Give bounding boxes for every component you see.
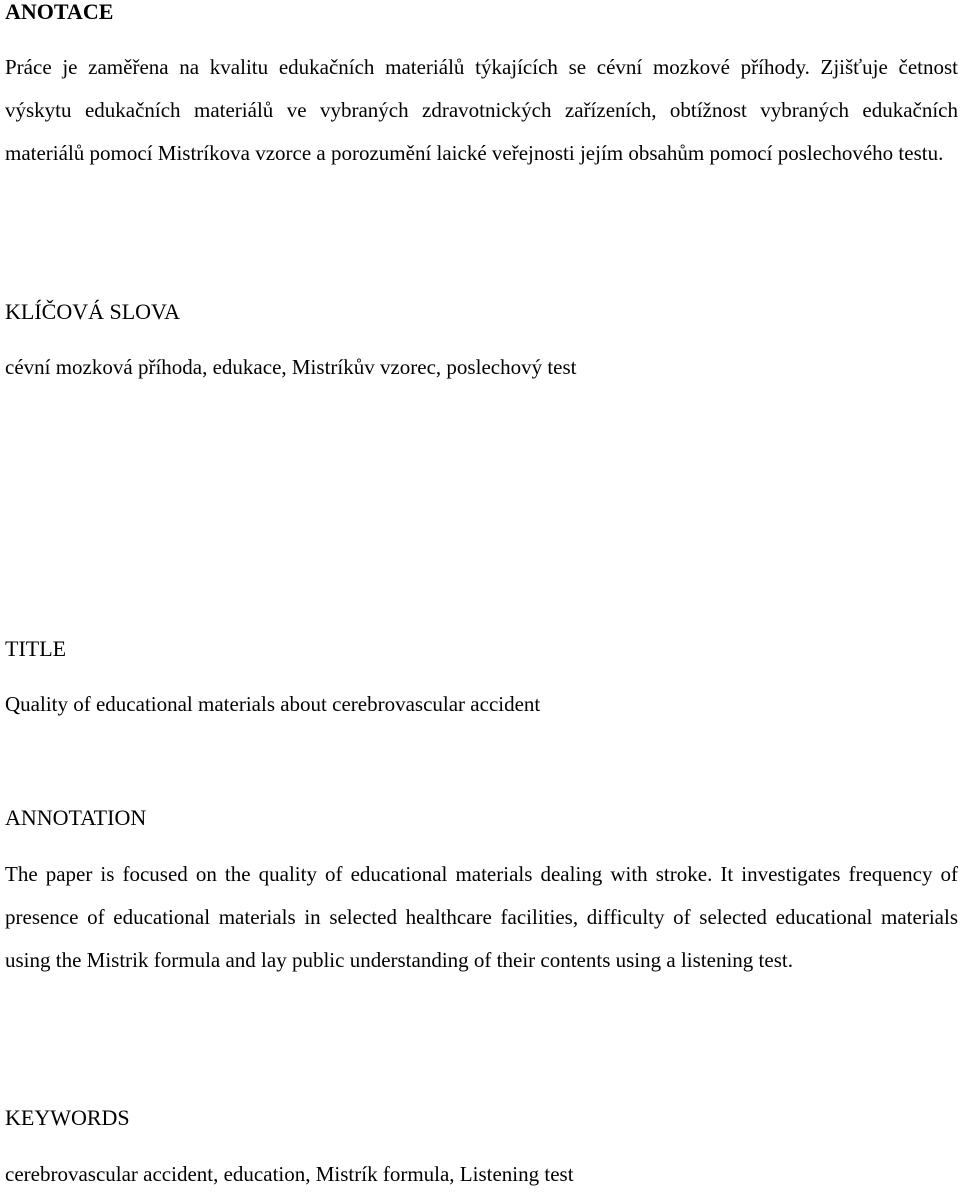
keywords-heading: KEYWORDS (5, 1105, 130, 1130)
annotation-paragraph: The paper is focused on the quality of educational materials dealing with stroke. It investigates frequency of presence of educational materials in selected healthcare facilities, difficulty of selected educational materials using the Mistrik formula and lay public understanding of their contents using a listening test. (5, 862, 958, 972)
keywords-text: cerebrovascular accident, education, Mistrík formula, Listening test (5, 1162, 574, 1186)
title-text: Quality of educational materials about cerebrovascular accident (5, 692, 541, 716)
annotation-heading: ANNOTATION (5, 805, 147, 830)
klicova-slova-heading: KLÍČOVÁ SLOVA (5, 299, 180, 324)
klicova-slova-text: cévní mozková příhoda, edukace, Mistríkův vzorec, poslechový test (5, 355, 577, 379)
anotace-paragraph: Práce je zaměřena na kvalitu edukačních materiálů týkajících se cévní mozkové příhody. Zjišťuje četnost výskytu edukačních materiálů ve vybraných zdravotnických zařízeních, obtížnost vybraných edukačních materiálů pomocí Mistríkova vzorce a porozumění laické veřejnosti jejím obsahům pomocí poslechového testu. (5, 55, 958, 165)
title-heading: TITLE (5, 636, 67, 661)
anotace-heading: ANOTACE (5, 0, 114, 24)
